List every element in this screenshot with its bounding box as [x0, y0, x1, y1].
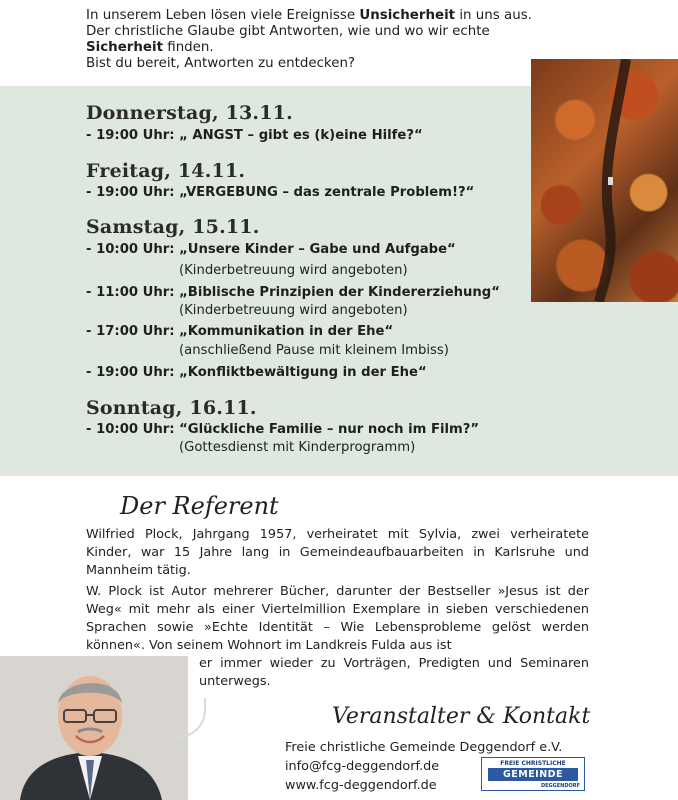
day-sunday: Sonntag, 16.11.	[86, 397, 257, 419]
event-fri-1900: - 19:00 Uhr: „VERGEBUNG – das zentrale Problem!?“	[86, 185, 475, 200]
event-sat-1700-note: (anschließend Pause mit kleinem Imbiss)	[179, 343, 449, 358]
intro-line-3	[86, 40, 606, 56]
intro-line-4: Bist du bereit, Antworten zu entdecken?	[86, 56, 356, 71]
event-sat-1100-note: (Kinderbetreuung wird angeboten)	[179, 303, 408, 318]
decorative-arc	[178, 698, 206, 738]
logo-top-text: FREIE CHRISTLICHE	[500, 760, 566, 767]
organizer-name: Freie christliche Gemeinde Deggendorf e.V.	[285, 740, 563, 755]
day-thursday: Donnerstag, 13.11.	[86, 102, 293, 124]
event-sat-1000-note: (Kinderbetreuung wird angeboten)	[179, 263, 408, 278]
intro-line-1	[86, 8, 606, 24]
forest-road-photo	[531, 59, 678, 302]
contact-email[interactable]: info@fcg-deggendorf.de	[285, 759, 440, 774]
referent-heading: Der Referent	[120, 492, 279, 520]
intro-text	[86, 8, 606, 72]
intro-line-1c: in uns aus.	[455, 8, 532, 23]
logo-main-text: GEMEINDE	[488, 768, 578, 781]
intro-keyword-unsicherheit: Unsicherheit	[359, 8, 456, 23]
referent-bio-3: er immer wieder zu Vorträgen, Predigten und Seminaren unterwegs.	[199, 656, 589, 689]
day-saturday: Samstag, 15.11.	[86, 216, 260, 238]
referent-bio-2: W. Plock ist Autor mehrerer Bücher, darunter der Bestseller »Jesus ist der Weg« mit mehr als einer Viertelmillion Exemplare in sieben verschiedenen Sprachen sowie »Echte Identität – Wie Lebensprobleme gelöst werden können«. Von seinem Wohnort im Landkreis Fulda aus ist	[86, 584, 589, 653]
contact-heading: Veranstalter & Kontakt	[332, 704, 591, 729]
intro-keyword-sicherheit: Sicherheit	[86, 40, 163, 55]
intro-line-1a: In unserem Leben lösen viele Ereignisse	[86, 8, 360, 23]
event-sun-1000: - 10:00 Uhr: “Glückliche Familie – nur noch im Film?”	[86, 422, 480, 437]
event-sat-1900: - 19:00 Uhr: „Konfliktbewältigung in der Ehe“	[86, 365, 427, 380]
intro-line-3b: finden.	[163, 40, 214, 55]
event-sun-1000-note: (Gottesdienst mit Kinderprogramm)	[179, 440, 416, 455]
logo-bottom-text: DEGGENDORF	[540, 783, 580, 789]
forest-road-graphic	[531, 59, 678, 302]
intro-line-2: Der christliche Glaube gibt Antworten, wie und wo wir echte	[86, 24, 490, 39]
event-sat-1100: - 11:00 Uhr: „Biblische Prinzipien der Kindererziehung“	[86, 285, 500, 300]
speaker-photo	[0, 656, 188, 800]
referent-bio-1: Wilfried Plock, Jahrgang 1957, verheiratet mit Sylvia, zwei verheiratete Kinder, war 15 Jahre lang in Gemeindeaufbauarbeiten in Karlsruhe und Mannheim tätig.	[86, 527, 589, 578]
day-friday: Freitag, 14.11.	[86, 160, 246, 182]
fcg-logo	[481, 757, 585, 791]
contact-website[interactable]: www.fcg-deggendorf.de	[285, 778, 437, 793]
event-sat-1700: - 17:00 Uhr: „Kommunikation in der Ehe“	[86, 324, 394, 339]
event-thu-1900: - 19:00 Uhr: „ ANGST – gibt es (k)eine Hilfe?“	[86, 128, 423, 143]
event-sat-1000: - 10:00 Uhr: „Unsere Kinder – Gabe und Aufgabe“	[86, 242, 456, 257]
speaker-portrait	[0, 656, 188, 800]
